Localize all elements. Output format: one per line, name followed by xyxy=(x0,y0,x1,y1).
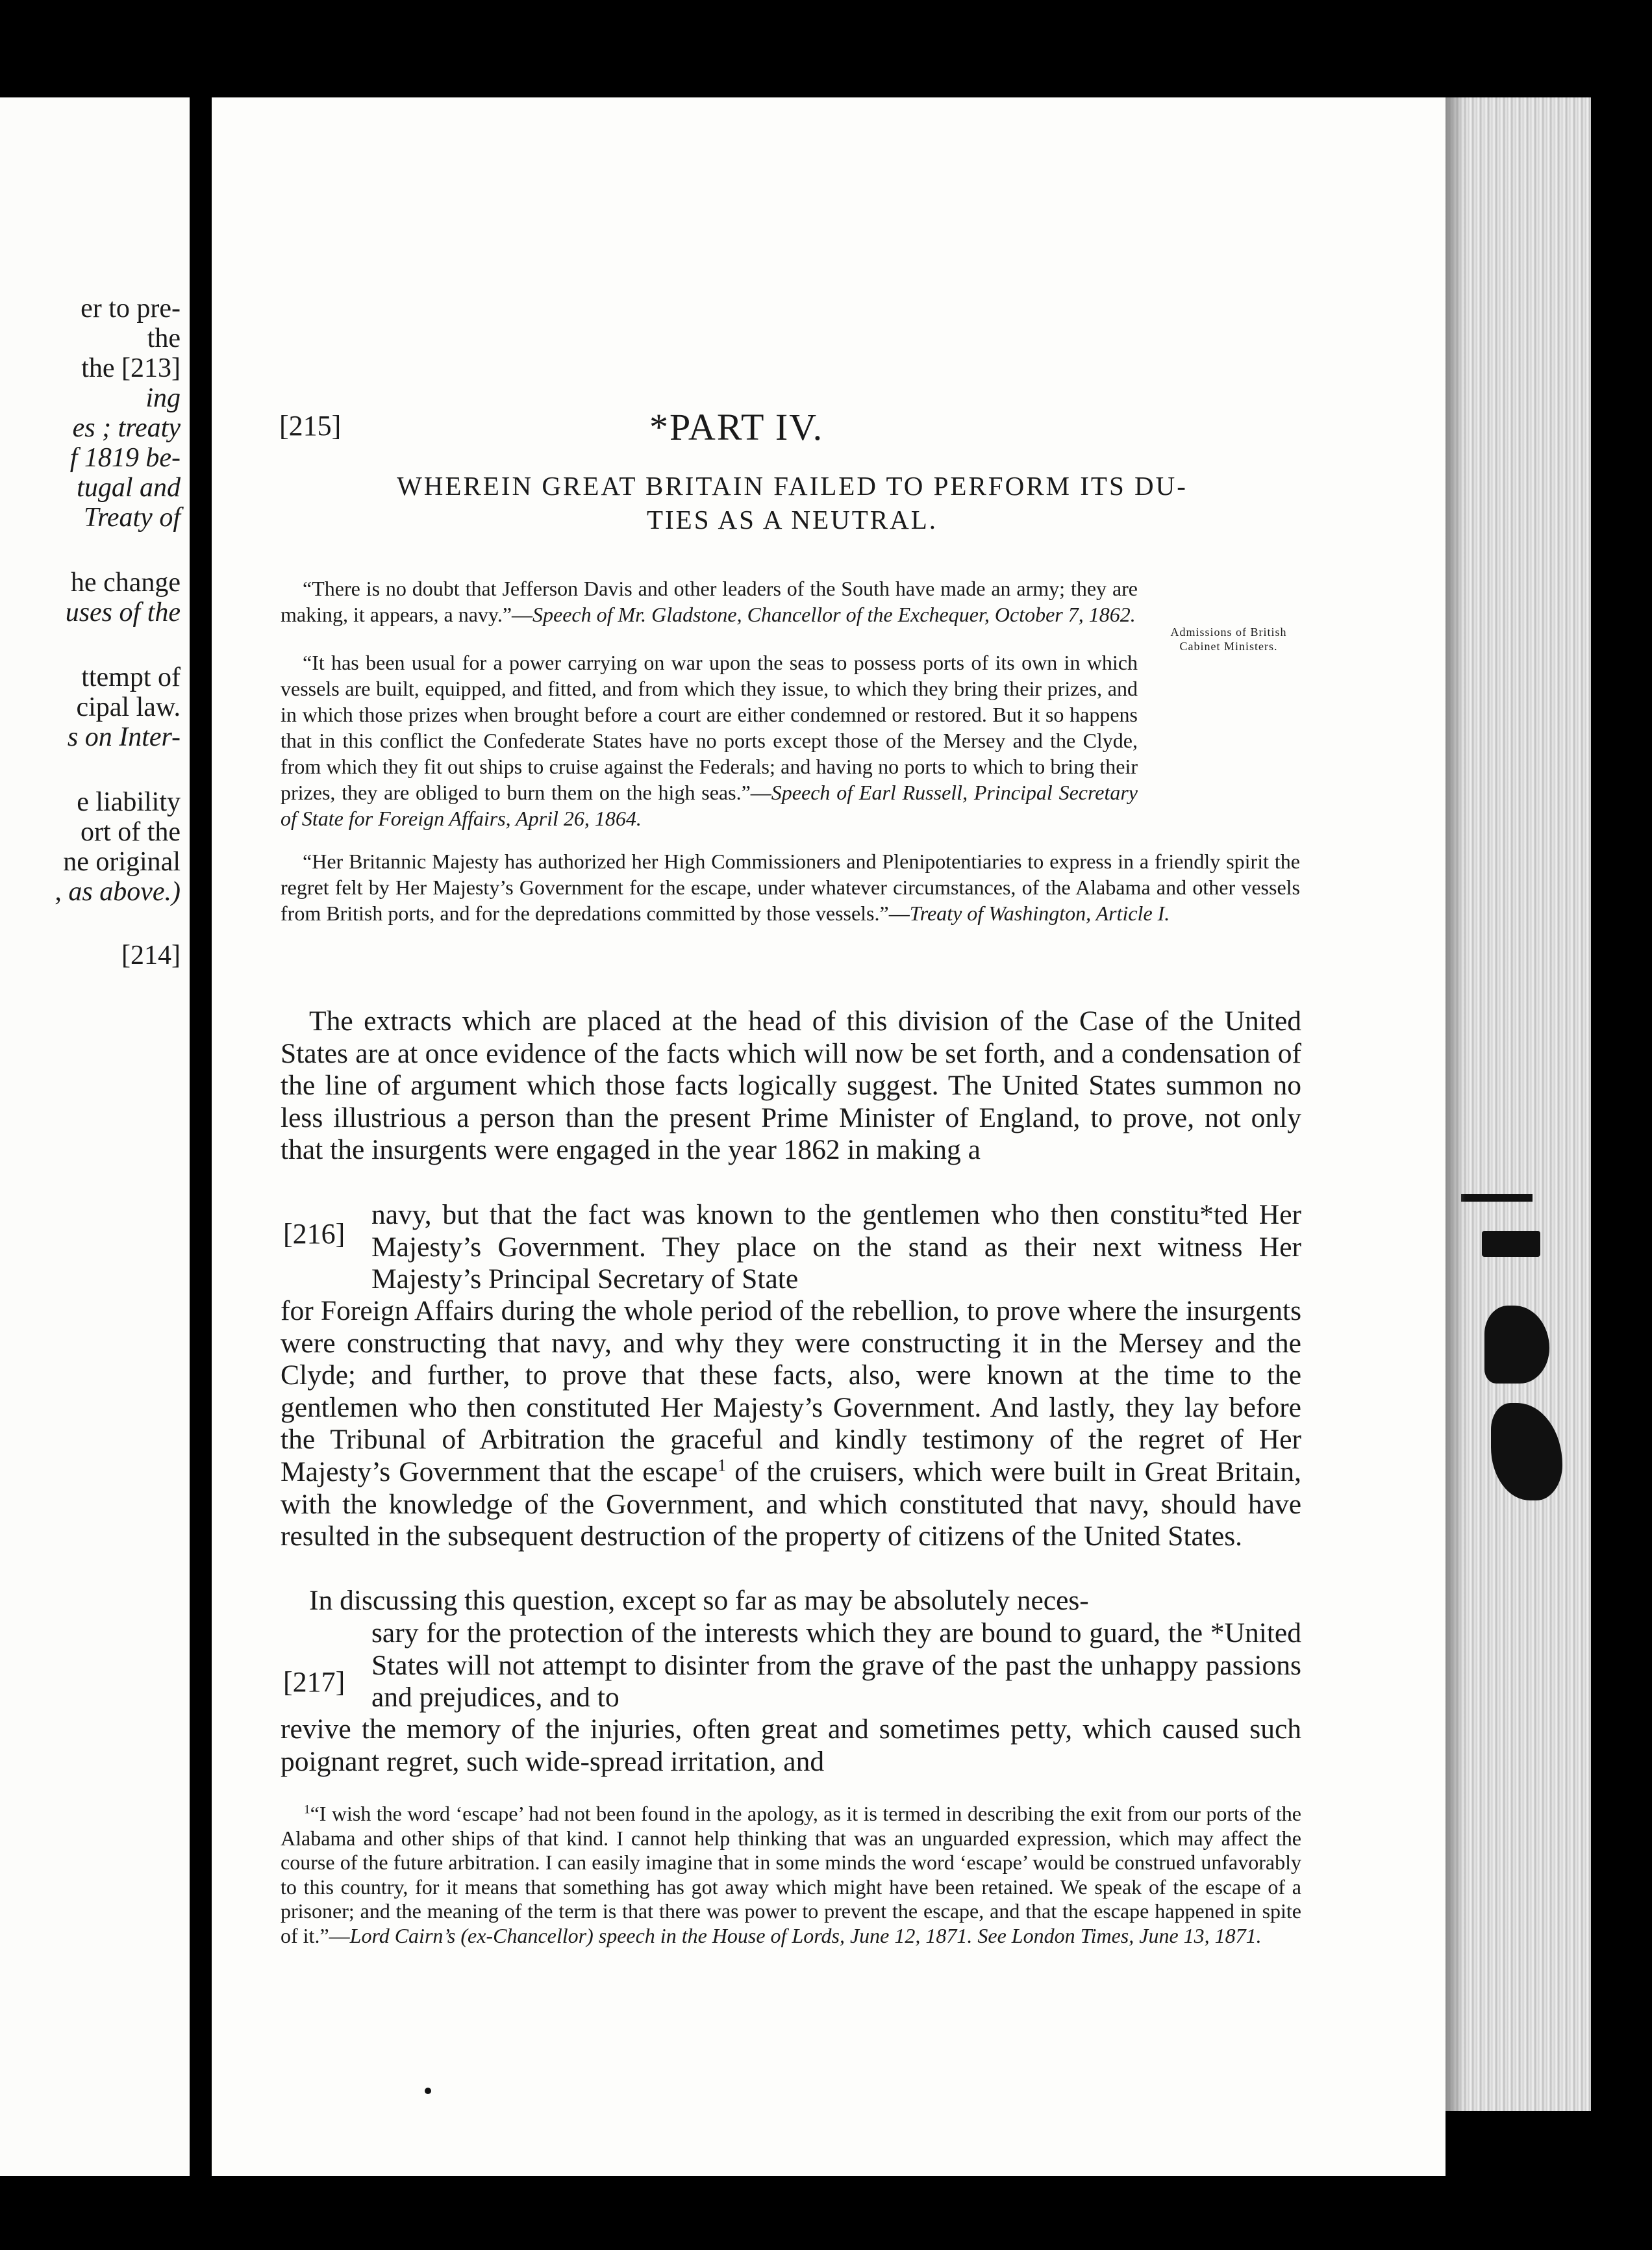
left-line: er to pre- xyxy=(81,294,181,323)
edge-mark xyxy=(1461,1194,1533,1202)
quote-citation: Treaty of Washington, Article I. xyxy=(909,902,1170,925)
left-line: the xyxy=(147,323,181,353)
footnote-mark: 1 xyxy=(304,1802,310,1817)
left-line: es ; treaty xyxy=(72,413,181,443)
heading-line-2: TIES AS A NEUTRAL. xyxy=(646,505,938,535)
page-number: [215] xyxy=(279,410,342,442)
left-line: , as above.) xyxy=(55,877,181,907)
left-line: ing xyxy=(145,383,181,413)
section-heading xyxy=(273,469,1312,537)
footnote xyxy=(281,1802,1301,1948)
paragraph-text: for Foreign Affairs during the whole period of the rebellion, to prove where the insurgents were constructing that navy, and why they were constructing it in the Mersey and the Clyde; and further, to prove that these facts, also, were known at the time to the gentlemen who then constituted Her Majesty’s Government. And lastly, they lay before the Tribunal of Arbitration the graceful and kindly testimony of the regret of Her Majesty’s Government that the escape xyxy=(281,1295,1301,1487)
left-line: he change xyxy=(70,568,181,598)
footnote-reference: 1 xyxy=(718,1456,727,1475)
left-line: [214] xyxy=(121,941,181,970)
paragraph-1-indented xyxy=(371,1199,1301,1296)
edge-mark xyxy=(1491,1403,1562,1500)
left-line: f 1819 be- xyxy=(69,443,181,473)
footnote-citation: Lord Cairn’s (ex-Chancellor) speech in the House of Lords, June 12, 1871. See London Times, June 13, 1871. xyxy=(349,1923,1262,1947)
left-line: ort of the xyxy=(81,817,181,847)
edge-mark xyxy=(1482,1231,1540,1257)
margin-note: Admissions of British Cabinet Ministers. xyxy=(1170,626,1287,653)
paragraph-text: sary for the protection of the interests which they are bound to guard, the *United States will not attempt to disinter from the grave of the past the unhappy passions and prejudices, and to xyxy=(371,1617,1301,1713)
part-title: *PART IV. xyxy=(649,406,824,448)
printer-dot xyxy=(425,2088,431,2094)
book-page-edge xyxy=(1446,97,1591,2111)
paragraph-2-opening xyxy=(281,1585,1301,1617)
quote-text: “Her Britannic Majesty has authorized her High Commissioners and Plenipotentiaries to express in a friendly spirit the regret felt by Her Majesty’s Government for the escape, under whatever circumstances, of the Alabama and other vessels from British ports, and for the depredations committed by those vessels.”— xyxy=(281,850,1300,925)
left-line: ne original xyxy=(63,847,181,877)
paragraph-1-continued xyxy=(281,1295,1301,1553)
left-line: tugal and xyxy=(77,473,181,503)
paragraph-1-opening xyxy=(281,1005,1301,1167)
paragraph-text: navy, but that the fact was known to the gentlemen who then constitu*ted Her Majesty’s Government. They place on the stand as their next witness Her Majesty’s Principal Secretary of State xyxy=(371,1199,1301,1295)
left-line: uses of the xyxy=(65,598,181,627)
quote-citation: Speech of Earl Russell, Principal Secretary of State for Foreign Affairs, April 26, 1864. xyxy=(281,781,1138,830)
left-line: the [213] xyxy=(81,353,181,383)
page-ref-216: [216] xyxy=(283,1218,345,1250)
epigraph-gladstone xyxy=(281,575,1300,627)
paragraph-2-indented xyxy=(371,1617,1301,1714)
left-line: ttempt of xyxy=(81,663,181,692)
quote-citation: Speech of Mr. Gladstone, Chancellor of the Exchequer, October 7, 1862. xyxy=(532,603,1136,626)
left-line: e liability xyxy=(77,787,181,817)
previous-page-fragment xyxy=(0,97,190,2176)
quote-text: “There is no doubt that Jefferson Davis and other leaders of the South have made an army; they are making, it appears, a navy.”— xyxy=(281,577,1138,626)
page-shadow xyxy=(1446,97,1465,2111)
paragraph-text: revive the memory of the injuries, often great and sometimes petty, which caused such poignant regret, such wide-spread irritation, and xyxy=(281,1713,1301,1777)
paragraph-text: In discussing this question, except so far as may be absolutely neces- xyxy=(309,1585,1089,1616)
paragraph-2-continued xyxy=(281,1713,1301,1778)
paragraph-text: of the cruisers, which were built in Great Britain, with the knowledge of the Government, and which constituted that navy, should have resulted in the subsequent destruction of the property of citizens of the United States. xyxy=(281,1456,1301,1552)
footnote-text: “I wish the word ‘escape’ had not been found in the apology, as it is termed in describing the exit from our ports of the Alabama and other ships of that kind. I cannot help thinking that was an unguarded expression, which may affect the course of the future arbitration. I can easily imagine that in some minds the word ‘escape’ would be construed unfavorably to this country, for it means that something has got away which might have been retained. We speak of the escape of a prisoner; and the meaning of the term is that there was power to prevent the escape, and that the escape happened in spite of it.”— xyxy=(281,1802,1301,1947)
epigraph-russell xyxy=(281,650,1300,831)
left-line: Treaty of xyxy=(84,503,181,533)
edge-mark xyxy=(1484,1306,1549,1384)
heading-line-1: WHEREIN GREAT BRITAIN FAILED TO PERFORM ITS DU- xyxy=(397,471,1188,501)
left-line: s on Inter- xyxy=(67,722,181,752)
page-ref-217: [217] xyxy=(283,1666,345,1698)
left-line: cipal law. xyxy=(76,692,181,722)
paragraph-text: The extracts which are placed at the head of this division of the Case of the United States are at once evidence of the facts which will now be set forth, and a condensation of the line of argument which those facts logically suggest. The United States summon no less illustrious a person than the present Prime Minister of England, to prove, not only that the insurgents were engaged in the year 1862 in making a xyxy=(281,1005,1301,1166)
quote-text: “It has been usual for a power carrying on war upon the seas to possess ports of its own in which vessels are built, equipped, and fitted, and from which they issue, to which they bring their prizes, and in which those prizes when brought before a court are either condemned or restored. But it so happens that in this conflict the Confederate States have no ports except those of the Mersey and the Clyde, from which they fit out ships to cruise against the Federals; and having no ports to which to bring their prizes, they are obliged to burn them on the high seas.”— xyxy=(281,651,1138,804)
epigraph-treaty xyxy=(281,848,1300,926)
